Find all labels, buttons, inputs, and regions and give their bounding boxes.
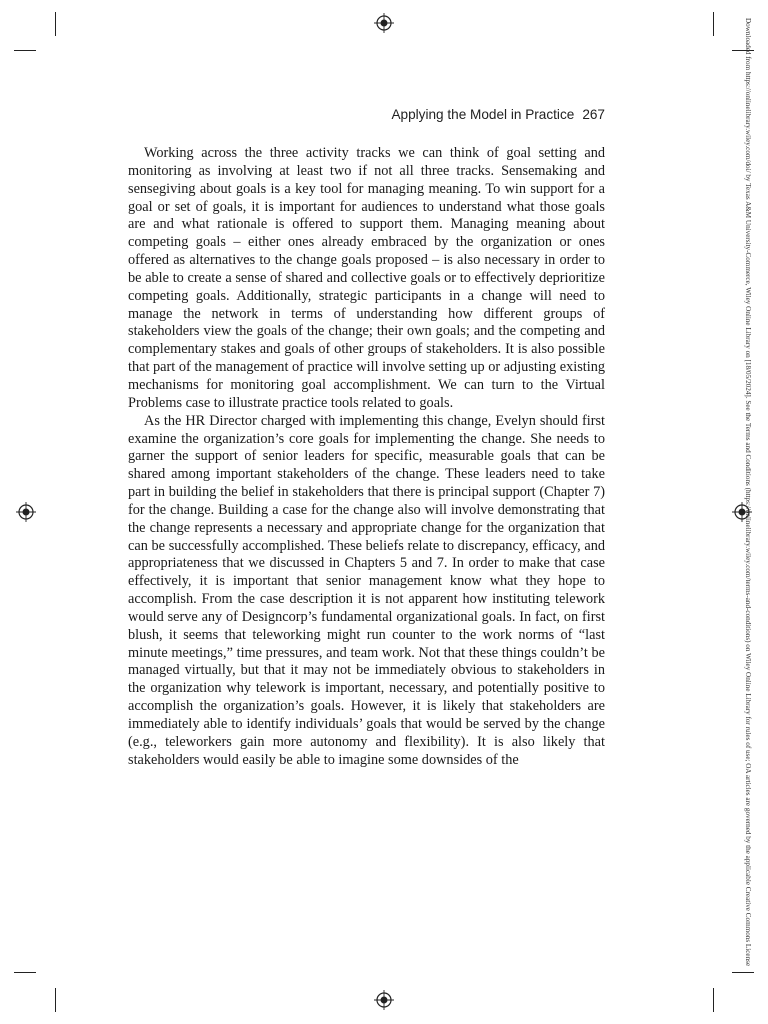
- running-head: [128, 107, 605, 122]
- download-notice: Downloaded from https://onlinelibrary.wiley.com/doi/ by Texas A&M University-Commerce, Wiley Online Library on [18/05/2024]. See the Terms and Conditions (https://onlinelibrary.wiley.com/terms-and-conditions) on Wiley Online Library for rules of use; OA articles are governed by the applicable Creative Commons License: [744, 18, 752, 967]
- paragraph-goal-setting: Working across the three activity tracks we can think of goal setting and monitoring as involving at least two if not all three tracks. Sensemaking and sensegiving about goals is a key tool for managing meaning. To win support for a goal or set of goals, it is important for audiences to understand what those goals are and what rationale is offered to support them. Managing meaning about competing goals – either ones already embraced by the organization or ones offered as alternatives to the change goals proposed – is also necessary in order to be able to create a sense of shared and collective goals or to effectively deprioritize competing goals. Additionally, strategic participants in a change will need to manage the network in terms of understanding how different groups of stakeholders view the goals of the change; their own goals; and the competing and complementary stakes and goals of other groups of stakeholders. It is also possible that part of the management of practice will involve setting up or adjusting existing mechanisms for monitoring goal accomplishment. We can turn to the Virtual Problems case to illustrate practice tools related to goals.: [128, 145, 605, 411]
- registration-mark-icon-left: [16, 502, 36, 522]
- crop-mark-bottom-left-horizontal: [14, 972, 36, 973]
- registration-mark-icon-bottom: [374, 990, 394, 1010]
- crop-mark-top-left-horizontal: [14, 50, 36, 51]
- paragraph-hr-director: As the HR Director charged with implementing this change, Evelyn should first examine the organization’s core goals for implementing the change. She needs to garner the support of senior leaders for specific, measurable goals that can be shared among important stakeholders of the change. These leaders need to take part in building the belief in stakeholders that there is principal support (Chapter 7) for the change. Building a case for the change also will involve demonstrating that the change represents a necessary and appropriate change for the organization that can be successfully accomplished. These beliefs relate to discrepancy, efficacy, and appropriateness that we discussed in Chapters 5 and 7. In order to make that case effectively, it is important that senior management know what they hope to accomplish. From the case description it is not apparent how instituting telework would serve any of Designcorp’s fundamental organizational goals. In fact, on first blush, it seems that teleworking might run counter to the work norms of “last minute meetings,” time pressures, and team work. Not that these things couldn’t be managed virtually, but that it may not be immediately obvious to stakeholders in the organization why telework is important, necessary, and potentially positive to accomplish the organization’s goals. However, it is likely that stakeholders are immediately able to identify individuals’ goals that would be served by the change (e.g., teleworkers gain more autonomy and flexibility). It is also likely that stakeholders would easily be able to imagine some downsides of the: [128, 412, 605, 768]
- crop-mark-top-right-vertical: [713, 12, 714, 36]
- crop-mark-bottom-left-vertical: [55, 988, 56, 1012]
- page-number: 267: [582, 107, 605, 122]
- crop-mark-top-left-vertical: [55, 12, 56, 36]
- crop-mark-bottom-right-vertical: [713, 988, 714, 1012]
- running-head-title: Applying the Model in Practice: [391, 107, 575, 122]
- body-text: [128, 145, 605, 770]
- registration-mark-icon-top: [374, 13, 394, 33]
